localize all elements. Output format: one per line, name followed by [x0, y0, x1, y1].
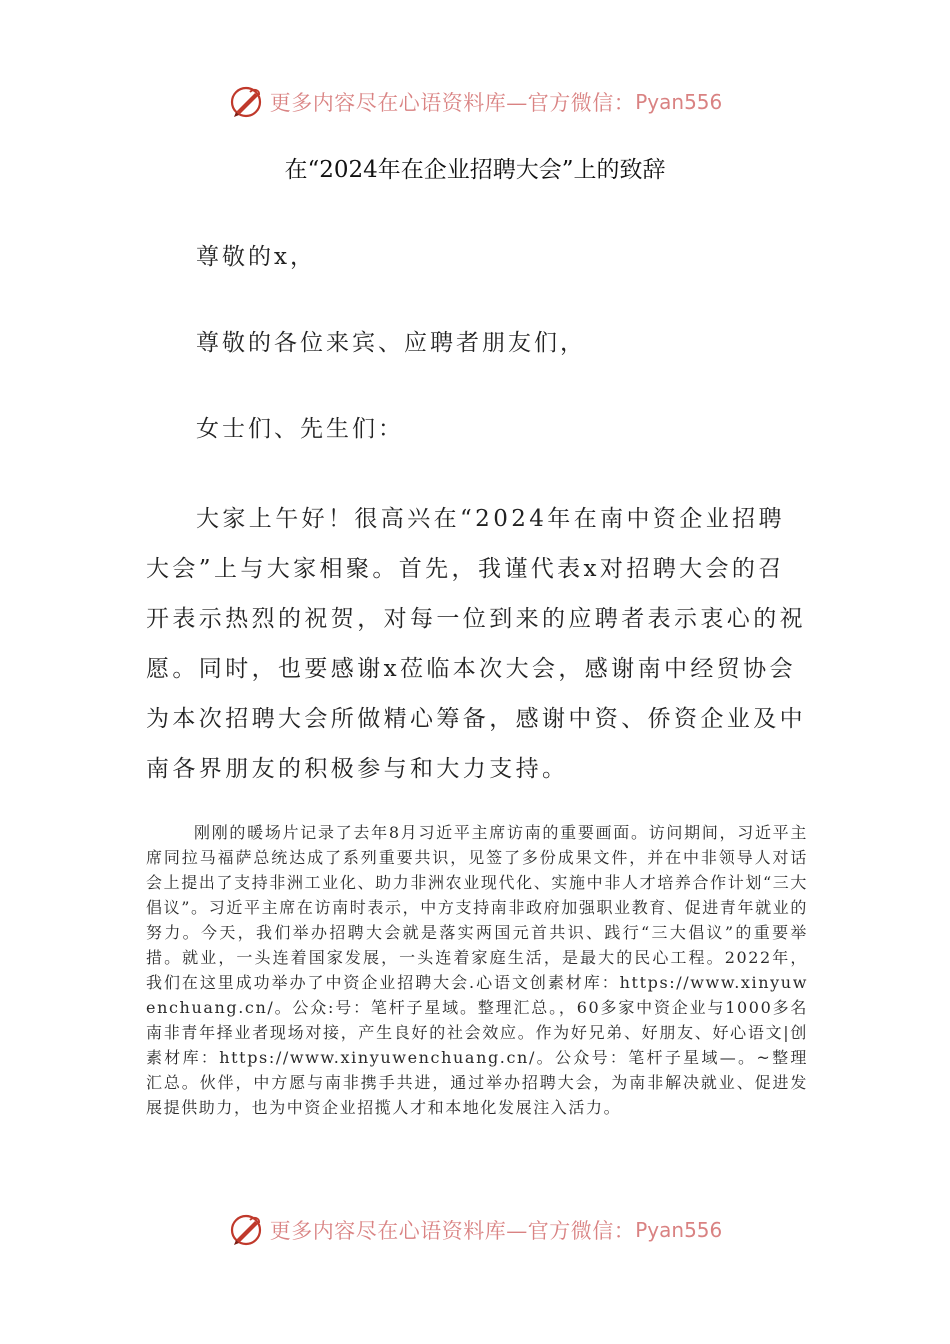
header-watermark-banner [0, 80, 950, 124]
salutation-line-1: 尊敬的x， [196, 244, 316, 270]
pen-logo-icon [228, 1212, 264, 1248]
body-paragraph-1: 大家上午好！很高兴在“2024年在南中资企业招聘大会”上与大家相聚。首先，我谨代表x对招聘大会的召开表示热烈的祝贺，对每一位到来的应聘者表示衷心的祝愿。同时，也要感谢x莅临本次大会，感谢南中经贸协会为本次招聘大会所做精心筹备，感谢中资、侨资企业及中南各界朋友的积极参与和大力支持。 [146, 506, 806, 782]
banner-wechat-id: Pyan556 [635, 90, 723, 114]
banner-text: 更多内容尽在心语资料库—官方微信： [269, 91, 636, 115]
pen-logo-icon [228, 84, 264, 120]
salutation-line-2: 尊敬的各位来宾、应聘者朋友们， [196, 330, 586, 356]
document-title: 在“2024年在企业招聘大会”上的致辞 [284, 157, 666, 183]
banner-text: 更多内容尽在心语资料库—官方微信： [269, 1219, 636, 1243]
footer-watermark-banner [0, 1208, 950, 1252]
banner-wechat-id: Pyan556 [635, 1218, 723, 1242]
body-paragraph-2: 刚刚的暖场片记录了去年8月习近平主席访南的重要画面。访问期间，习近平主席同拉马福萨总统达成了系列重要共识，见签了多份成果文件，并在中非领导人对话会上提出了支持非洲工业化、助力非洲农业现代化、实施中非人才培养合作计划“三大倡议”。习近平主席在访南时表示，中方支持南非政府加强职业教育、促进青年就业的努力。今天，我们举办招聘大会就是落实两国元首共识、践行“三大倡议”的重要举措。就业，一头连着国家发展，一头连着家庭生活，是最大的民心工程。2022年，我们在这里成功举办了中资企业招聘大会.心语文创素材库：https://www.xinyuwenchuang.cn/。公众:号：笔杆子星域。整理汇总。，60多家中资企业与1000多名南非青年择业者现场对接，产生良好的社会效应。作为好兄弟、好朋友、好心语文|创素材库：https://www.xinyuwenchuang.cn/。公众号：笔杆子星域—。~整理汇总。伙伴，中方愿与南非携手共进，通过举办招聘大会，为南非解决就业、促进发展提供助力，也为中资企业招揽人才和本地化发展注入活力。 [146, 823, 808, 1117]
salutation-line-3: 女士们、先生们： [196, 416, 404, 442]
